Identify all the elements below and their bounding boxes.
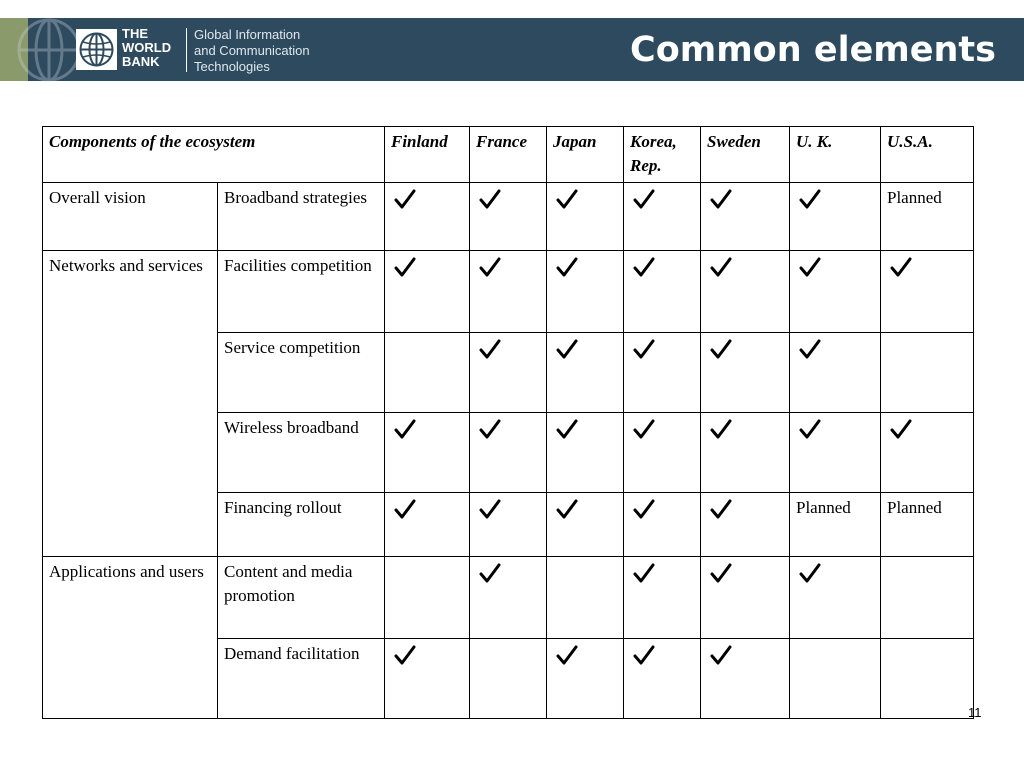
group-label: Overall vision	[43, 183, 218, 251]
checkmark-icon	[633, 339, 655, 359]
checkmark-icon	[556, 339, 578, 359]
header-country: Japan	[547, 127, 624, 183]
checkmark-icon	[394, 645, 416, 665]
logo-divider	[186, 28, 187, 72]
checkmark-icon	[394, 499, 416, 519]
checkmark-icon	[710, 339, 732, 359]
header-country: Finland	[385, 127, 470, 183]
checkmark-icon	[556, 645, 578, 665]
table-cell	[881, 183, 974, 251]
slide-title: Common elements	[630, 30, 996, 70]
table-cell	[881, 333, 974, 413]
table-cell	[385, 413, 470, 493]
table-cell	[701, 251, 790, 333]
table-row	[43, 557, 974, 639]
table-cell	[790, 251, 881, 333]
cell-status: Planned	[887, 498, 942, 517]
table-cell	[470, 183, 547, 251]
checkmark-icon	[556, 419, 578, 439]
table-cell	[624, 413, 701, 493]
table-cell	[790, 557, 881, 639]
header-country: U. K.	[790, 127, 881, 183]
table-cell	[385, 251, 470, 333]
checkmark-icon	[556, 499, 578, 519]
table-cell	[470, 333, 547, 413]
checkmark-icon	[633, 645, 655, 665]
checkmark-icon	[710, 257, 732, 277]
table-cell	[547, 493, 624, 557]
table-cell	[547, 557, 624, 639]
cell-status: Planned	[796, 498, 851, 517]
table-cell	[624, 251, 701, 333]
table-cell	[790, 333, 881, 413]
table-cell	[547, 251, 624, 333]
checkmark-icon	[710, 499, 732, 519]
header-components: Components of the ecosystem	[43, 127, 385, 183]
checkmark-icon	[799, 339, 821, 359]
row-label: Wireless broadband	[218, 413, 385, 493]
group-label: Applications and users	[43, 557, 218, 719]
table-header-row	[43, 127, 974, 183]
table-cell	[701, 333, 790, 413]
table-cell	[790, 493, 881, 557]
checkmark-icon	[394, 419, 416, 439]
table-cell	[547, 183, 624, 251]
table-cell	[470, 557, 547, 639]
checkmark-icon	[633, 563, 655, 583]
table-cell	[385, 183, 470, 251]
logo-line-1: THE	[122, 26, 148, 41]
checkmark-icon	[890, 257, 912, 277]
cell-status: Planned	[887, 188, 942, 207]
table-cell	[701, 183, 790, 251]
logo-line-3: BANK	[122, 54, 160, 69]
checkmark-icon	[479, 189, 501, 209]
group-label: Networks and services	[43, 251, 218, 557]
table-cell	[385, 333, 470, 413]
table-cell	[701, 639, 790, 719]
table-row	[43, 183, 974, 251]
table-cell	[624, 557, 701, 639]
table-cell	[547, 639, 624, 719]
table-cell	[547, 413, 624, 493]
checkmark-icon	[799, 419, 821, 439]
checkmark-icon	[799, 189, 821, 209]
row-label: Service competition	[218, 333, 385, 413]
header-country: France	[470, 127, 547, 183]
checkmark-icon	[479, 563, 501, 583]
checkmark-icon	[890, 419, 912, 439]
table-cell	[470, 251, 547, 333]
department-line-1: Global Information	[194, 27, 301, 42]
header-country: Sweden	[701, 127, 790, 183]
checkmark-icon	[710, 645, 732, 665]
checkmark-icon	[799, 563, 821, 583]
checkmark-icon	[633, 419, 655, 439]
department-line-3: Technologies	[194, 59, 270, 74]
row-label: Content and media promotion	[218, 557, 385, 639]
row-label: Demand facilitation	[218, 639, 385, 719]
department-name	[194, 27, 310, 75]
table-cell	[624, 183, 701, 251]
checkmark-icon	[556, 257, 578, 277]
table-cell	[385, 557, 470, 639]
table-cell	[470, 413, 547, 493]
world-bank-globe-icon[interactable]	[76, 29, 117, 70]
world-bank-wordmark[interactable]	[122, 27, 171, 69]
logo-line-2: WORLD	[122, 40, 172, 55]
table-cell	[881, 493, 974, 557]
checkmark-icon	[799, 257, 821, 277]
table-cell	[881, 557, 974, 639]
table-cell	[470, 639, 547, 719]
table-cell	[701, 413, 790, 493]
checkmark-icon	[394, 189, 416, 209]
table-cell	[624, 333, 701, 413]
table-cell	[790, 183, 881, 251]
table-cell	[385, 639, 470, 719]
globe-watermark-icon	[14, 12, 84, 88]
table-cell	[790, 413, 881, 493]
row-label: Financing rollout	[218, 493, 385, 557]
table-cell	[701, 557, 790, 639]
table-row	[43, 251, 974, 333]
table-cell	[881, 413, 974, 493]
table-cell	[881, 251, 974, 333]
checkmark-icon	[479, 499, 501, 519]
table-cell	[624, 493, 701, 557]
ecosystem-table	[42, 126, 974, 719]
checkmark-icon	[710, 419, 732, 439]
table-cell	[624, 639, 701, 719]
row-label: Broadband strategies	[218, 183, 385, 251]
header-country: U.S.A.	[881, 127, 974, 183]
table-cell	[701, 493, 790, 557]
checkmark-icon	[394, 257, 416, 277]
table-cell	[547, 333, 624, 413]
table-cell	[470, 493, 547, 557]
checkmark-icon	[556, 189, 578, 209]
header-bar	[0, 18, 1024, 81]
checkmark-icon	[479, 419, 501, 439]
checkmark-icon	[633, 257, 655, 277]
header-country: Korea, Rep.	[624, 127, 701, 183]
checkmark-icon	[633, 499, 655, 519]
table-cell	[881, 639, 974, 719]
checkmark-icon	[710, 563, 732, 583]
department-line-2: and Communication	[194, 43, 310, 58]
checkmark-icon	[479, 257, 501, 277]
checkmark-icon	[479, 339, 501, 359]
checkmark-icon	[710, 189, 732, 209]
row-label: Facilities competition	[218, 251, 385, 333]
page-number: 11	[968, 705, 982, 720]
checkmark-icon	[633, 189, 655, 209]
table-cell	[385, 493, 470, 557]
table-cell	[790, 639, 881, 719]
